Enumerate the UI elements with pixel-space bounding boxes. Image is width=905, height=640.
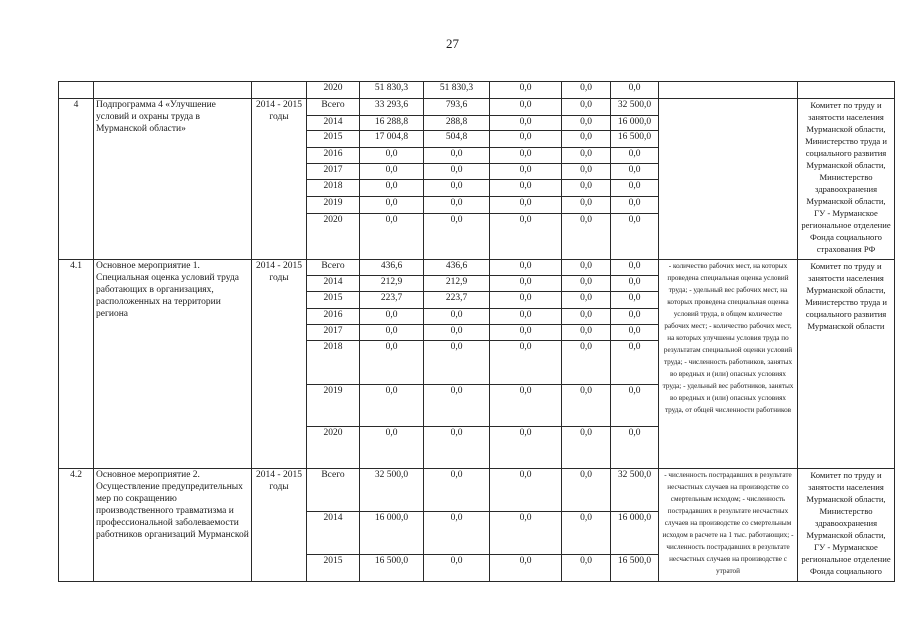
value-cell: 0,0 [562, 148, 611, 164]
value-cell: 0,0 [490, 325, 562, 341]
executor-cell: Комитет по труду и занятости населения Мурманской области, Министерство труда и социального развития Мурманской области, Министерство здравоохранения Мурманской области, ГУ - Мурманское региональное отделение Фонда социального страхования РФ [798, 99, 895, 260]
value-cell: 0,0 [424, 180, 490, 197]
value-cell: 0,0 [562, 512, 611, 555]
year-cell: 2018 [307, 341, 360, 385]
item-name: Основное мероприятие 2. Осуществление предупредительных мер по сокращению производственного травматизма и профессиональной заболеваемости работников организаций Мурманской [94, 469, 252, 582]
value-cell: 0,0 [490, 214, 562, 260]
value-cell: 0,0 [611, 197, 659, 214]
indicator-cell: - численность пострадавших в результате несчастных случаев на производстве со смертельным исходом; - численность пострадавших в результате несчастных случаев на производстве со смертельным исходом в расчете на 1 тыс. работающих; - численность пострадавших в результате несчастных случаев на производстве с утратой [659, 469, 798, 582]
year-cell: Всего [307, 469, 360, 512]
value-cell: 793,6 [424, 99, 490, 116]
value-cell: 32 500,0 [360, 469, 424, 512]
value-cell: 0,0 [611, 385, 659, 427]
value-cell: 0,0 [490, 99, 562, 116]
value-cell: 0,0 [611, 341, 659, 385]
value-cell: 0,0 [562, 260, 611, 276]
value-cell: 0,0 [360, 427, 424, 469]
value-cell: 0,0 [611, 292, 659, 309]
value-cell: 0,0 [490, 164, 562, 180]
value-cell: 0,0 [611, 276, 659, 292]
item-period: 2014 - 2015 годы [252, 260, 307, 469]
value-cell: 0,0 [360, 341, 424, 385]
value-cell: 0,0 [360, 164, 424, 180]
value-cell: 0,0 [424, 385, 490, 427]
value-cell: 223,7 [360, 292, 424, 309]
program-table [58, 81, 895, 582]
value-cell: 0,0 [490, 197, 562, 214]
value-cell: 0,0 [360, 197, 424, 214]
value-cell: 0,0 [562, 197, 611, 214]
value-cell: 0,0 [490, 512, 562, 555]
executor-cell: Комитет по труду и занятости населения Мурманской области, Министерство здравоохранения Мурманской области, ГУ - Мурманское региональное отделение Фонда социального [798, 469, 895, 582]
value-cell: 0,0 [490, 469, 562, 512]
value-cell: 0,0 [562, 555, 611, 582]
value-cell: 0,0 [424, 341, 490, 385]
value-cell: 0,0 [424, 197, 490, 214]
value-cell: 0,0 [562, 116, 611, 131]
value-cell: 212,9 [360, 276, 424, 292]
year-cell: Всего [307, 260, 360, 276]
value-cell: 0,0 [562, 164, 611, 180]
value-cell: 0,0 [562, 214, 611, 260]
value-cell: 32 500,0 [611, 469, 659, 512]
value-cell: 0,0 [490, 148, 562, 164]
value-cell: 0,0 [424, 148, 490, 164]
year-cell: 2014 [307, 116, 360, 131]
year-cell: 2017 [307, 164, 360, 180]
value-cell: 32 500,0 [611, 99, 659, 116]
value-cell: 0,0 [490, 276, 562, 292]
executor-cell: Комитет по труду и занятости населения Мурманской области, Министерство труда и социального развития Мурманской области [798, 260, 895, 469]
value-cell: 0,0 [611, 325, 659, 341]
value-cell: 0,0 [424, 214, 490, 260]
table-row [59, 469, 895, 512]
item-index: 4.2 [59, 469, 94, 582]
year-cell: 2016 [307, 309, 360, 325]
value-cell: 0,0 [611, 427, 659, 469]
value-cell: 0,0 [562, 427, 611, 469]
value-cell: 0,0 [562, 309, 611, 325]
empty-cell [94, 82, 252, 99]
value-cell: 0,0 [562, 99, 611, 116]
value-cell: 0,0 [360, 180, 424, 197]
indicator-cell: - количество рабочих мест, на которых проведена специальная оценка условий труда; - удельный вес рабочих мест, на которых проведена специальная оценка условий труда, в общем количестве рабочих мест; - количество рабочих мест, на которых улучшены условия труда по результатам специальной оценки условий труда; - численность работников, занятых во вредных и (или) опасных условиях труда; - удельный вес работников, занятых во вредных и (или) опасных условиях труда, от общей численности работников [659, 260, 798, 469]
table-row [59, 82, 895, 99]
value-cell: 16 500,0 [611, 555, 659, 582]
year-cell: 2014 [307, 276, 360, 292]
value-cell: 0,0 [490, 555, 562, 582]
value-cell: 0,0 [490, 180, 562, 197]
value-cell: 0,0 [611, 309, 659, 325]
empty-cell [659, 82, 798, 99]
value-cell: 0,0 [490, 116, 562, 131]
indicator-cell [659, 99, 798, 260]
year-cell: 2019 [307, 197, 360, 214]
value-cell: 436,6 [360, 260, 424, 276]
value-cell: 16 500,0 [360, 555, 424, 582]
value-cell: 0,0 [562, 82, 611, 99]
value-cell: 0,0 [490, 309, 562, 325]
year-cell: 2017 [307, 325, 360, 341]
table-row [59, 260, 895, 276]
year-cell: Всего [307, 99, 360, 116]
item-name: Основное мероприятие 1. Специальная оценка условий труда работающих в организациях, расположенных на территории региона [94, 260, 252, 469]
value-cell: 0,0 [360, 325, 424, 341]
empty-cell [252, 82, 307, 99]
value-cell: 0,0 [424, 427, 490, 469]
value-cell: 0,0 [611, 148, 659, 164]
value-cell: 0,0 [424, 512, 490, 555]
value-cell: 0,0 [360, 309, 424, 325]
item-index: 4 [59, 99, 94, 260]
value-cell: 0,0 [490, 82, 562, 99]
value-cell: 51 830,3 [360, 82, 424, 99]
value-cell: 17 004,8 [360, 131, 424, 148]
table-row [59, 99, 895, 116]
empty-cell [798, 82, 895, 99]
year-cell: 2020 [307, 214, 360, 260]
value-cell: 33 293,6 [360, 99, 424, 116]
value-cell: 0,0 [424, 469, 490, 512]
value-cell: 0,0 [360, 148, 424, 164]
item-index: 4.1 [59, 260, 94, 469]
value-cell: 223,7 [424, 292, 490, 309]
item-period: 2014 - 2015 годы [252, 99, 307, 260]
value-cell: 0,0 [490, 385, 562, 427]
value-cell: 0,0 [490, 292, 562, 309]
value-cell: 0,0 [490, 131, 562, 148]
value-cell: 0,0 [611, 260, 659, 276]
value-cell: 16 500,0 [611, 131, 659, 148]
value-cell: 0,0 [360, 385, 424, 427]
value-cell: 16 000,0 [611, 116, 659, 131]
value-cell: 0,0 [562, 276, 611, 292]
value-cell: 0,0 [611, 180, 659, 197]
value-cell: 0,0 [562, 385, 611, 427]
value-cell: 0,0 [611, 214, 659, 260]
value-cell: 0,0 [562, 131, 611, 148]
page-number: 27 [446, 36, 459, 51]
year-cell: 2019 [307, 385, 360, 427]
value-cell: 0,0 [490, 427, 562, 469]
empty-cell [59, 82, 94, 99]
value-cell: 0,0 [424, 325, 490, 341]
value-cell: 16 000,0 [360, 512, 424, 555]
item-period: 2014 - 2015 годы [252, 469, 307, 582]
value-cell: 0,0 [562, 341, 611, 385]
year-cell: 2020 [307, 427, 360, 469]
value-cell: 0,0 [490, 341, 562, 385]
value-cell: 0,0 [562, 180, 611, 197]
value-cell: 0,0 [562, 469, 611, 512]
value-cell: 0,0 [424, 555, 490, 582]
value-cell: 0,0 [611, 164, 659, 180]
value-cell: 0,0 [424, 309, 490, 325]
year-cell: 2014 [307, 512, 360, 555]
value-cell: 16 288,8 [360, 116, 424, 131]
year-cell: 2016 [307, 148, 360, 164]
value-cell: 0,0 [424, 164, 490, 180]
value-cell: 0,0 [562, 292, 611, 309]
value-cell: 16 000,0 [611, 512, 659, 555]
value-cell: 288,8 [424, 116, 490, 131]
year-cell: 2018 [307, 180, 360, 197]
year-cell: 2015 [307, 131, 360, 148]
value-cell: 504,8 [424, 131, 490, 148]
value-cell: 212,9 [424, 276, 490, 292]
value-cell: 0,0 [562, 325, 611, 341]
year-cell: 2020 [307, 82, 360, 99]
item-name: Подпрограмма 4 «Улучшение условий и охраны труда в Мурманской области» [94, 99, 252, 260]
value-cell: 51 830,3 [424, 82, 490, 99]
value-cell: 0,0 [360, 214, 424, 260]
year-cell: 2015 [307, 292, 360, 309]
value-cell: 436,6 [424, 260, 490, 276]
year-cell: 2015 [307, 555, 360, 582]
value-cell: 0,0 [490, 260, 562, 276]
value-cell: 0,0 [611, 82, 659, 99]
